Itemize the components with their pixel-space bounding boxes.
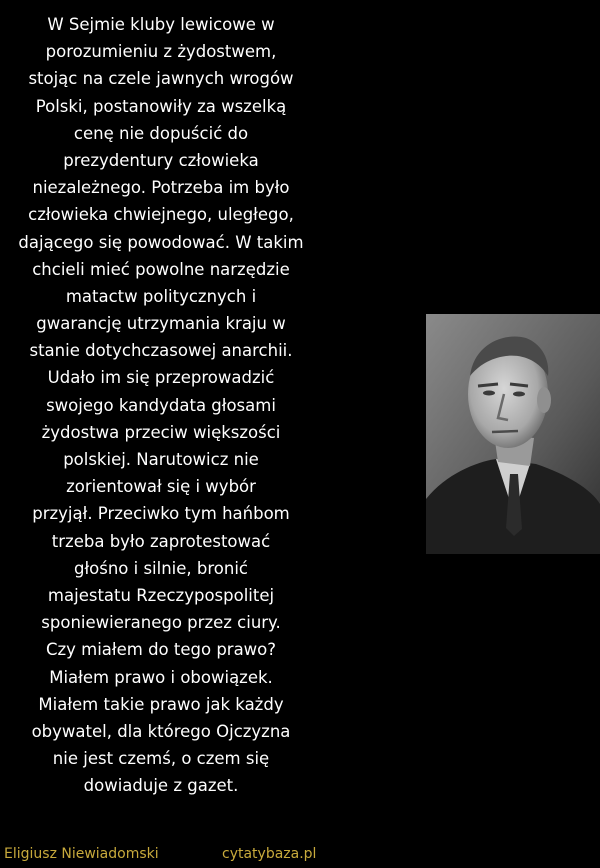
quote-line: trzeba było zaprotestować: [51, 531, 271, 551]
quote-line: Czy miałem do tego prawo?: [45, 640, 277, 660]
quote-line: matactw politycznych i: [65, 286, 257, 306]
quote-line: obywatel, dla którego Ojczyzna: [31, 721, 291, 741]
author-portrait-photo: [426, 314, 600, 554]
quote-line: stanie dotychczasowej anarchii.: [29, 341, 293, 361]
quote-line: cenę nie dopuścić do: [73, 123, 249, 143]
quote-line: swojego kandydata głosami: [46, 395, 276, 415]
quote-line: żydostwa przeciw większości: [41, 422, 281, 442]
quote-line: Polski, postanowiły za wszelką: [35, 96, 287, 116]
quote-text: [0, 11, 322, 799]
quote-line: Miałem takie prawo jak każdy: [38, 694, 284, 714]
quote-line: majestatu Rzeczypospolitej: [47, 585, 275, 605]
quote-line: zorientował się i wybór: [66, 477, 256, 497]
site-name[interactable]: cytatybaza.pl: [222, 846, 317, 862]
quote-line: W Sejmie kluby lewicowe w: [47, 15, 275, 34]
quote-line: niezależnego. Potrzeba im było: [32, 178, 290, 198]
quote-line: sponiewieranego przez ciury.: [41, 613, 281, 633]
quote-line: dowiaduje z gazet.: [83, 776, 239, 796]
quote-line: dającego się powodować. W takim: [18, 232, 304, 252]
author-name[interactable]: Eligiusz Niewiadomski: [4, 846, 159, 862]
quote-line: porozumieniu z żydostwem,: [45, 42, 277, 62]
quote-line: stojąc na czele jawnych wrogów: [28, 69, 294, 89]
quote-line: chcieli mieć powolne narzędzie: [32, 259, 290, 279]
quote-line: przyjął. Przeciwko tym hańbom: [32, 504, 290, 524]
quote-line: głośno i silnie, bronić: [73, 558, 249, 578]
quote-line: nie jest czemś, o czem się: [52, 749, 270, 769]
quote-line: Udało im się przeprowadzić: [47, 368, 275, 388]
quote-line: gwarancję utrzymania kraju w: [36, 314, 286, 334]
quote-line: człowieka chwiejnego, uległego,: [28, 205, 294, 225]
quote-line: prezydentury człowieka: [63, 150, 259, 170]
quote-line: polskiej. Narutowicz nie: [63, 450, 259, 469]
portrait-image: [426, 314, 600, 554]
quote-line: Miałem prawo i obowiązek.: [49, 667, 273, 687]
